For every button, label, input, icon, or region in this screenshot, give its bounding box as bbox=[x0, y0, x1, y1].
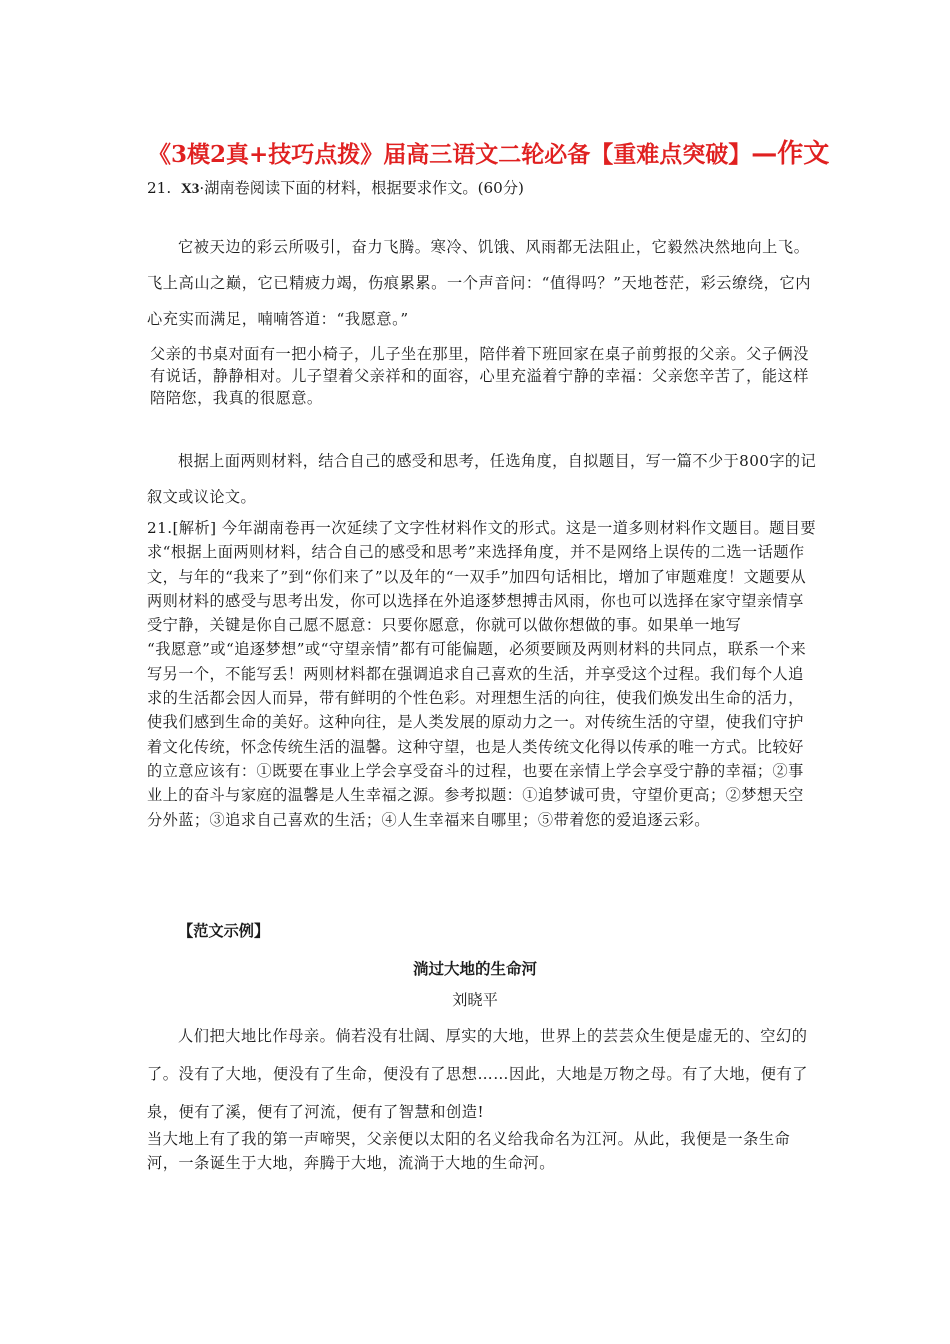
example-label: 【范文示例】 bbox=[178, 922, 270, 940]
question-prompt: ·湖南卷阅读下面的材料，根据要求作文。(60分) bbox=[199, 179, 524, 197]
analysis-section bbox=[147, 516, 817, 832]
writing-requirement: 根据上面两则材料，结合自己的感受和思考，任选角度，自拟题目，写一篇不少于800字的记叙文或议论文。 bbox=[147, 452, 817, 506]
material-2: 父亲的书桌对面有一把小椅子，儿子坐在那里，陪伴着下班回家在桌子前剪报的父亲。父子俩没有说话，静静相对。儿子望着父亲祥和的面容，心里充溢着宁静的幸福：父亲您辛苦了，能这样陪陪您，我真的很愿意。 bbox=[150, 345, 809, 407]
analysis-paragraph-2: “我愿意”或“追逐梦想”或“守望亲情”都有可能偏题，必须要顾及两则材料的共同点，联系一个来写另一个，不能写丢！两则材料都在强调追求自己喜欢的生活，并享受这个过程。我们每个人追求的生活都会因人而异，带有鲜明的个性色彩。对理想生活的向往，使我们焕发出生命的活力，使我们感到生命的美好。这种向往，是人类发展的原动力之一。对传统生活的守望，使我们守护着文化传统，怀念传统生活的温馨。这种守望，也是人类传统文化得以传承的唯一方式。比较好的立意应该有：①既要在事业上学会享受奋斗的过程，也要在亲情上学会享受宁静的幸福；②事业上的奋斗与家庭的温馨是人生幸福之源。参考拟题：①追梦诚可贵，守望价更高；②梦想天空分外蓝；③追求自己喜欢的生活；④人生幸福来自哪里；⑤带着您的爱追逐云彩。 bbox=[147, 640, 807, 829]
analysis-paragraph-1 bbox=[147, 516, 817, 637]
essay-title: 淌过大地的生命河 bbox=[412, 959, 537, 978]
title-main: 《3模2真+技巧点拨》届高三语文二轮必备【重难点突破】 bbox=[148, 141, 752, 168]
title-end: —作文 bbox=[751, 139, 830, 169]
analysis-number: 21. bbox=[147, 519, 173, 537]
document-title bbox=[148, 133, 830, 170]
question-code: X3 bbox=[180, 180, 200, 197]
question-number: 21. bbox=[147, 179, 172, 197]
question-header bbox=[147, 177, 817, 198]
essay-author: 刘晓平 bbox=[452, 991, 498, 1009]
essay-paragraph-2: 当大地上有了我的第一声啼哭，父亲便以太阳的名义给我命名为江河。从此，我便是一条生命河，一条诞生于大地，奔腾于大地，流淌于大地的生命河。 bbox=[147, 1130, 791, 1172]
essay-paragraph-1: 人们把大地比作母亲。倘若没有壮阔、厚实的大地，世界上的芸芸众生便是虚无的、空幻的了。没有了大地，便没有了生命，便没有了思想……因此，大地是万物之母。有了大地，便有了泉，便有了溪，便有了河流，便有了智慧和创造! bbox=[147, 1027, 808, 1121]
analysis-text-1: 今年湖南卷再一次延续了文字性材料作文的形式。这是一道多则材料作文题目。题目要求“根据上面两则材料，结合自己的感受和思考”来选择角度，并不是网络上误传的二选一话题作文，与年的“我来了”到“你们来了”以及年的“一双手”加四句话相比，增加了审题难度！文题要从两则材料的感受与思考出发，你可以选择在外追逐梦想搏击风雨，你也可以选择在家守望亲情享受宁静，关键是你自己愿不愿意：只要你愿意，你就可以做你想做的事。如果单一地写 bbox=[147, 519, 817, 635]
analysis-label: [解析] bbox=[172, 519, 217, 537]
material-1: 它被天边的彩云所吸引，奋力飞腾。寒冷、饥饿、风雨都无法阻止，它毅然决然地向上飞。飞上高山之巅，它已精疲力竭，伤痕累累。一个声音问：“值得吗？”天地苍茫，彩云缭绕，它内心充实而满足，喃喃答道：“我愿意。” bbox=[147, 238, 812, 328]
